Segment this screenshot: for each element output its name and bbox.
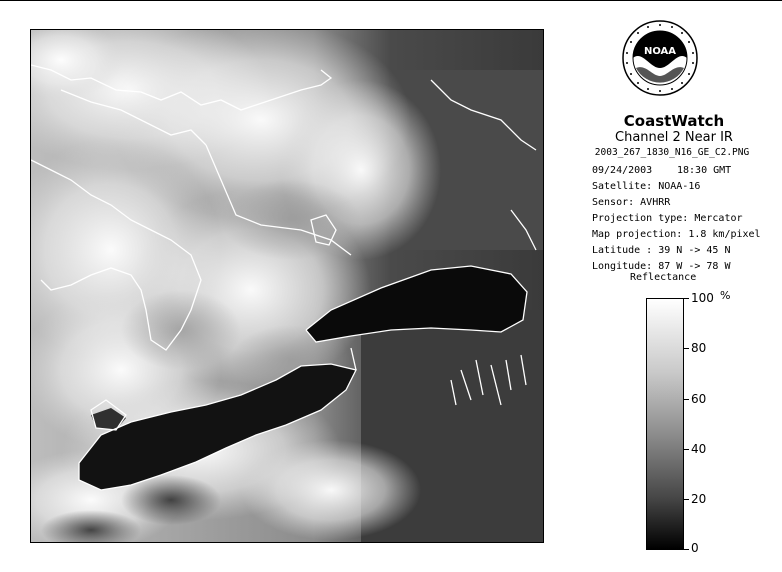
colorbar-tick [684,298,689,299]
projection-type-label: Projection type: Mercator [592,213,743,224]
colorbar-tick [684,348,689,349]
time-label: 18:30 GMT [677,165,732,176]
top-border-line [0,0,782,1]
satellite-image [30,29,544,543]
map-projection-label: Map projection: 1.8 km/pixel [592,229,761,240]
colorbar-tick [684,549,689,550]
date-label: 09/24/2003 [592,165,653,176]
sensor-label: Sensor: AVHRR [592,197,671,208]
colorbar-tick [684,399,689,400]
colorbar-tick [684,449,689,450]
reflectance-colorbar [646,298,684,550]
colorbar-label-0: 0 [691,541,699,555]
latitude-label: Latitude : 39 N -> 45 N [592,245,731,256]
colorbar-label-40: 40 [691,442,707,456]
colorbar-unit: % [720,289,731,302]
colorbar-label-20: 20 [691,492,707,506]
noaa-logo [622,20,698,96]
colorbar-label-80: 80 [691,341,707,355]
satellite-label: Satellite: NOAA-16 [592,181,701,192]
colorbar-label-60: 60 [691,392,707,406]
longitude-label: Longitude: 87 W -> 78 W [592,261,731,272]
colorbar-title: Reflectance [630,272,697,283]
cloud-mass [241,440,421,540]
colorbar-label-100: 100 [691,291,714,305]
channel-subtitle: Channel 2 Near IR [615,130,733,145]
logo-text: NOAA [643,46,677,57]
file-name: 2003_267_1830_N16_GE_C2.PNG [594,147,750,158]
product-title: CoastWatch [623,112,725,130]
cloud-shadow [221,180,361,260]
colorbar-tick [684,499,689,500]
